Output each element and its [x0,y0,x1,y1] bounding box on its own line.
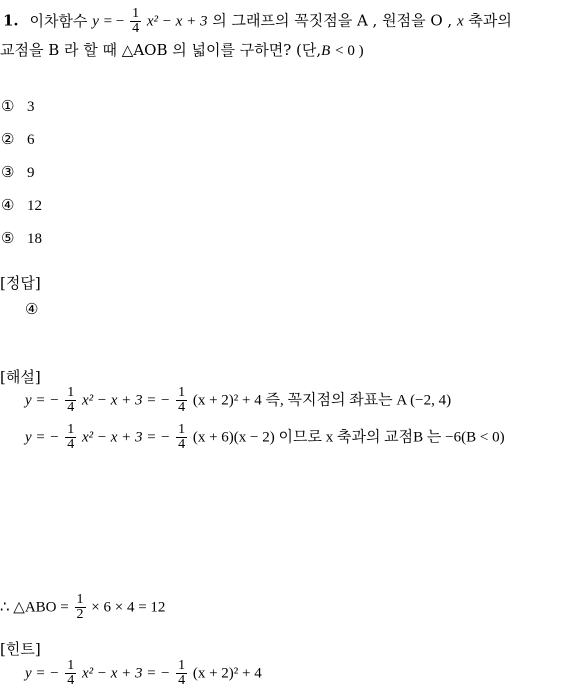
hint-frac-den: 4 [67,673,75,688]
expl1-b: x² − x + 3 = − [81,392,171,409]
hint-line [25,659,262,688]
hint-frac2-den: 4 [178,673,186,688]
choice-1[interactable] [1,96,35,117]
hint-frac2 [176,659,187,688]
question-text-mid: 의 그래프의 꼭짓점을 A , 원점을 O , [212,11,453,30]
hint-label: [힌트] [0,640,41,658]
choice-value: 12 [27,198,42,214]
choice-value: 6 [27,132,35,148]
choice-value: 18 [27,231,42,247]
conclusion-frac [75,593,86,622]
question-number: 1. [3,11,19,30]
eq-equals: = − [103,13,125,30]
explanation-label: [해설] [0,368,41,386]
choice-4[interactable] [1,195,42,216]
explanation-line-2 [25,423,505,452]
expl2-frac2 [176,423,187,452]
expl2-b: x² − x + 3 = − [81,429,171,446]
eq-frac-num: 1 [132,6,140,21]
x-axis-var: x [456,13,464,30]
hint-b: x² − x + 3 = − [81,665,171,682]
hint-frac [65,659,76,688]
eq-frac-den: 4 [132,21,140,36]
choice-mark: ③ [1,163,15,181]
expl2-a: y = − [25,429,60,446]
expl1-frac2-den: 4 [178,400,186,415]
choice-mark: ④ [1,196,15,214]
hint-a: y = − [25,665,60,682]
expl2-c: (x + 6)(x − 2) 이므로 x 축과의 교점B 는 −6(B < 0) [192,429,505,446]
expl2-frac-den: 4 [67,437,75,452]
conclusion-frac-den: 2 [76,607,84,622]
expl1-frac-den: 4 [67,400,75,415]
hint-frac2-num: 1 [178,658,186,673]
choice-2[interactable] [1,129,35,150]
conclusion-a: ∴ △ABO = [0,599,69,616]
expl2-frac [65,423,76,452]
question-text-end: 축과의 [468,11,512,30]
eq-fraction [130,7,141,36]
choice-5[interactable] [1,228,42,249]
expl1-a: y = − [25,392,60,409]
condition-var: B [321,43,331,59]
conclusion-b: × 6 × 4 = 12 [91,599,166,616]
conclusion-frac-num: 1 [76,592,84,607]
expl1-frac2-num: 1 [178,385,186,400]
choice-value: 9 [27,165,35,181]
expl2-frac2-num: 1 [178,422,186,437]
eq-rest: x² − x + 3 [146,13,208,30]
expl1-c: (x + 2)² + 4 즉, 꼭지점의 좌표는 A (−2, 4) [192,392,452,409]
choice-mark: ② [1,130,15,148]
explanation-line-1 [25,386,451,415]
hint-frac-num: 1 [67,658,75,673]
question-line-2-text: 교점을 B 라 할 때 △AOB 의 넓이를 구하면? (단, [0,41,322,59]
answer-value: ④ [25,300,39,318]
conclusion-line [0,593,165,622]
expl1-frac-num: 1 [67,385,75,400]
expl2-frac2-den: 4 [178,437,186,452]
expl1-frac [65,386,76,415]
choice-value: 3 [27,99,35,115]
choice-mark: ⑤ [1,229,15,247]
choice-mark: ① [1,97,15,115]
question-text-start: 이차함수 [29,11,88,30]
expl2-frac-num: 1 [67,422,75,437]
answer-label: [정답] [0,274,41,292]
eq-y: y [92,13,99,30]
expl1-frac2 [176,386,187,415]
hint-c: (x + 2)² + 4 [192,665,262,682]
condition-rest: < 0 ) [335,43,364,59]
choice-3[interactable] [1,162,35,183]
question-line-1 [3,7,512,36]
question-line-2 [0,40,364,61]
